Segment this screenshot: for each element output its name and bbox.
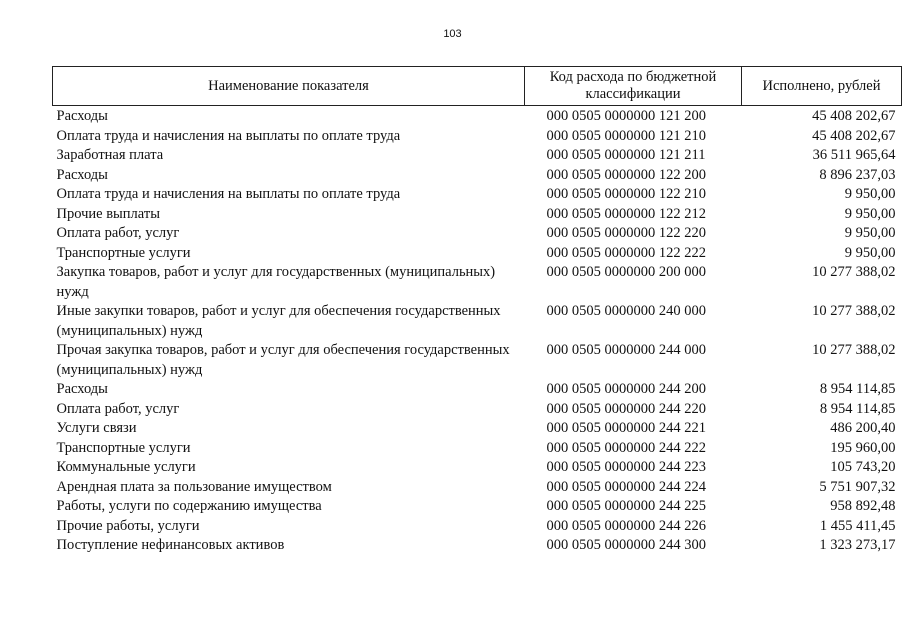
table-row <box>53 106 902 127</box>
expense-code-cell: 000 0505 0000000 244 220 <box>546 400 706 417</box>
expense-code-cell: 000 0505 0000000 244 300 <box>546 537 706 553</box>
executed-amount-cell: 9 950,00 <box>844 244 896 261</box>
indicator-name-cell: Расходы <box>56 381 108 397</box>
indicator-name-cell: Закупка товаров, работ и услуг для государственных (муниципальных) нужд <box>56 264 496 300</box>
indicator-name-cell: Оплата работ, услуг <box>56 400 180 417</box>
expense-code-cell: 000 0505 0000000 122 222 <box>546 244 706 261</box>
expense-code-cell: 000 0505 0000000 244 000 <box>546 342 706 358</box>
expense-code-cell: 000 0505 0000000 121 210 <box>546 127 706 144</box>
executed-amount-cell: 486 200,40 <box>830 420 896 436</box>
table-row <box>53 380 902 400</box>
executed-amount-cell: 36 511 965,64 <box>812 147 896 163</box>
expense-code-cell: 000 0505 0000000 122 220 <box>546 225 706 241</box>
indicator-name-cell: Оплата труда и начисления на выплаты по оплате труда <box>56 127 401 144</box>
indicator-name-cell: Арендная плата за пользование имуществом <box>56 478 332 495</box>
executed-amount-cell: 1 455 411,45 <box>819 517 896 534</box>
table-row <box>53 224 902 244</box>
executed-amount-cell: 10 277 388,02 <box>812 303 896 319</box>
indicator-name-cell: Расходы <box>56 166 108 183</box>
table-row <box>53 497 902 517</box>
expense-code-cell: 000 0505 0000000 200 000 <box>546 264 706 280</box>
indicator-name-cell: Прочие выплаты <box>56 205 160 222</box>
table-row <box>53 458 902 478</box>
expense-code-cell: 000 0505 0000000 244 223 <box>546 459 706 475</box>
indicator-name-cell: Прочая закупка товаров, работ и услуг для обеспечения государственных (муниципальных) нужд <box>56 342 510 378</box>
expense-code-cell: 000 0505 0000000 122 212 <box>546 205 706 222</box>
indicator-name-cell: Поступление нефинансовых активов <box>56 537 285 553</box>
expense-code-cell: 000 0505 0000000 244 226 <box>546 517 706 534</box>
table-row <box>53 419 902 439</box>
indicator-name-cell: Коммунальные услуги <box>56 459 196 475</box>
expense-code-cell: 000 0505 0000000 244 224 <box>546 478 706 495</box>
indicator-name-cell: Прочие работы, услуги <box>56 517 200 534</box>
table-header-row <box>53 67 902 106</box>
header-expense-code: Код расхода по бюджетной классификации <box>525 67 742 106</box>
header-indicator-name: Наименование показателя <box>53 67 525 106</box>
executed-amount-cell: 8 954 114,85 <box>819 400 896 417</box>
indicator-name-cell: Иные закупки товаров, работ и услуг для обеспечения государственных (муниципальных) нужд <box>56 303 501 339</box>
indicator-name-cell: Оплата труда и начисления на выплаты по оплате труда <box>56 186 401 202</box>
table-row <box>53 127 902 147</box>
executed-amount-cell: 8 896 237,03 <box>819 166 896 183</box>
table-row <box>53 341 902 380</box>
table-row <box>53 400 902 420</box>
table-row <box>53 166 902 186</box>
executed-amount-cell: 105 743,20 <box>830 459 896 475</box>
executed-amount-cell: 9 950,00 <box>844 205 896 222</box>
indicator-name-cell: Транспортные услуги <box>56 244 191 261</box>
table-row <box>53 205 902 225</box>
table-row <box>53 244 902 264</box>
table-row <box>53 517 902 537</box>
table-row <box>53 536 902 556</box>
header-executed-amount: Исполнено, рублей <box>742 67 902 106</box>
table-row <box>53 439 902 459</box>
executed-amount-cell: 1 323 273,17 <box>819 537 896 553</box>
table-row <box>53 146 902 166</box>
table-row <box>53 185 902 205</box>
indicator-name-cell: Услуги связи <box>56 420 137 436</box>
executed-amount-cell: 8 954 114,85 <box>819 381 896 397</box>
table-row <box>53 263 902 302</box>
budget-execution-table <box>52 66 902 556</box>
expense-code-cell: 000 0505 0000000 122 200 <box>546 166 706 183</box>
table-row <box>53 478 902 498</box>
expense-code-cell: 000 0505 0000000 244 200 <box>546 381 706 397</box>
executed-amount-cell: 45 408 202,67 <box>812 108 896 124</box>
executed-amount-cell: 10 277 388,02 <box>812 342 896 358</box>
expense-code-cell: 000 0505 0000000 122 210 <box>546 186 706 202</box>
expense-code-cell: 000 0505 0000000 121 200 <box>546 108 706 124</box>
indicator-name-cell: Расходы <box>56 108 108 124</box>
executed-amount-cell: 9 950,00 <box>844 225 896 241</box>
expense-code-cell: 000 0505 0000000 121 211 <box>546 147 706 163</box>
indicator-name-cell: Заработная плата <box>56 147 164 163</box>
executed-amount-cell: 9 950,00 <box>844 186 896 202</box>
indicator-name-cell: Оплата работ, услуг <box>56 225 180 241</box>
table-body <box>53 106 902 556</box>
indicator-name-cell: Работы, услуги по содержанию имущества <box>56 498 322 514</box>
executed-amount-cell: 195 960,00 <box>830 439 896 456</box>
page-number: 103 <box>443 28 462 40</box>
executed-amount-cell: 10 277 388,02 <box>812 264 896 280</box>
expense-code-cell: 000 0505 0000000 244 221 <box>546 420 706 436</box>
executed-amount-cell: 5 751 907,32 <box>819 478 896 495</box>
expense-code-cell: 000 0505 0000000 240 000 <box>546 303 706 319</box>
executed-amount-cell: 45 408 202,67 <box>812 127 896 144</box>
indicator-name-cell: Транспортные услуги <box>56 439 191 456</box>
table-row <box>53 302 902 341</box>
expense-code-cell: 000 0505 0000000 244 225 <box>546 498 706 514</box>
executed-amount-cell: 958 892,48 <box>830 498 896 514</box>
expense-code-cell: 000 0505 0000000 244 222 <box>546 439 706 456</box>
